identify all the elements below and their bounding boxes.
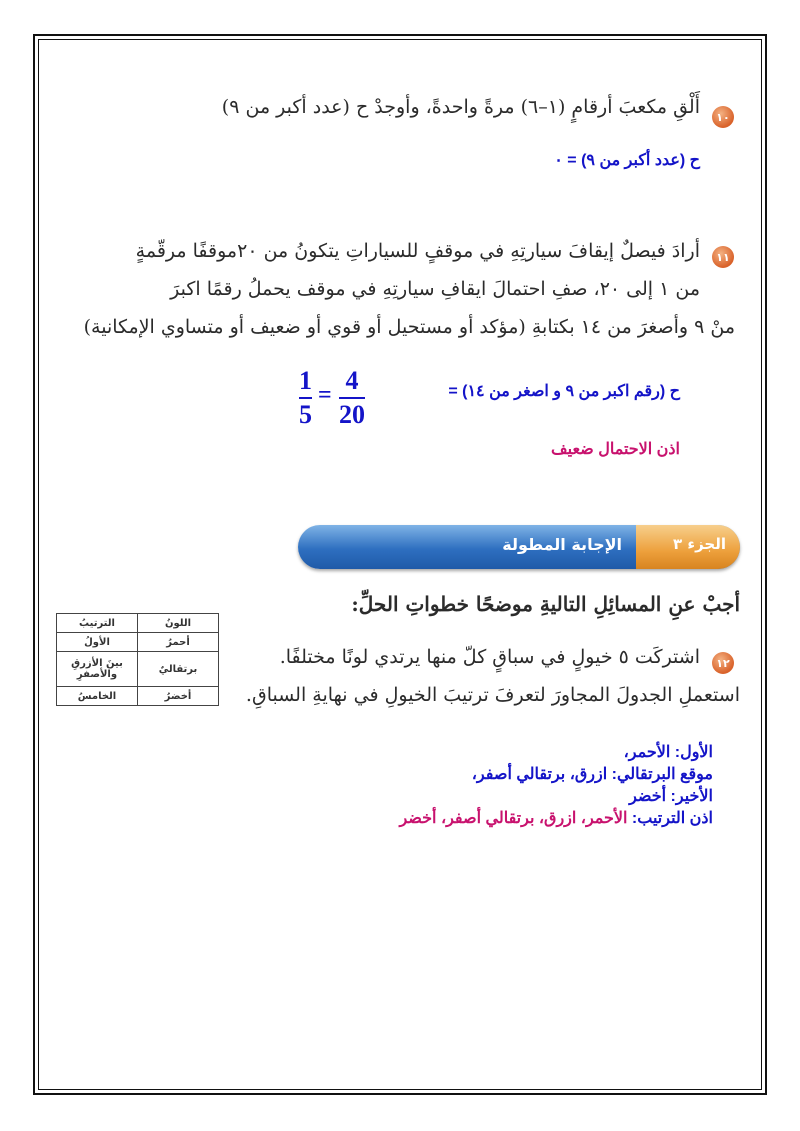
- table-cell: الأولُ: [57, 633, 138, 652]
- table-cell: أحمرُ: [138, 633, 219, 652]
- question-10-answer: ح (عدد أكبر من ٩) = ٠: [554, 152, 700, 169]
- question-10-text: أَلْقِ مكعبَ أرقامٍ (١–٦) مرةً واحدةً، وأوجدْ ح (عدد أكبر من ٩): [221, 96, 700, 118]
- answer-12-line-4: [399, 808, 713, 828]
- fraction-denominator: 5: [299, 400, 312, 429]
- question-11-answer-prefix: ح (رقم اكبر من ٩ و اصغر من ١٤) =: [448, 383, 680, 400]
- section-title: الإجابة المطولة: [502, 535, 622, 554]
- horse-color-table: [56, 613, 219, 706]
- table-cell: برتقاليٌ: [138, 652, 219, 687]
- answer-12-line-2: موقع البرتقالي: ازرق، برتقالي أصفر،: [471, 766, 713, 783]
- table-cell: بينَ الأزرقِ والأصفرِ: [57, 652, 138, 687]
- question-11-line-2: من ١ إلى ٢٠، صفِ احتمالَ ايقافِ سيارتِهِ في موقف يحملُ رقمًا اكبرَ: [170, 278, 700, 300]
- question-number-12: ١٢: [712, 652, 734, 674]
- section-tab: [636, 525, 740, 569]
- table-cell: أخضرُ: [138, 687, 219, 706]
- question-11-line-1: أرادَ فيصلٌ إيقافَ سيارتِهِ في موقفٍ للسياراتِ يتكونُ من ٢٠موقفًا مرقّمةٍ: [135, 240, 700, 262]
- fraction-4-20: [339, 366, 365, 430]
- section-tab-label: الجزء ٣: [673, 535, 726, 553]
- question-12-line-2: استعملِ الجدولَ المجاورَ لتعرفَ ترتيبَ الخيولِ في نهايةِ السباقِ.: [245, 684, 740, 706]
- section-banner: [298, 525, 740, 569]
- question-number-11: ١١: [712, 246, 734, 268]
- table-row: [57, 633, 219, 652]
- question-number-10: ١٠: [712, 106, 734, 128]
- fraction-numerator: 4: [345, 366, 359, 395]
- answer-12-order-value: الأحمر، ازرق، برتقالي أصفر، أخضر: [399, 810, 628, 827]
- question-12-line-1: اشتركَت ٥ خيولٍ في سباقٍ كلّ منها يرتدي لونًا مختلفًا.: [279, 646, 700, 668]
- table-cell: الخامسُ: [57, 687, 138, 706]
- table-header-row: [57, 614, 219, 633]
- answer-12-line-3: الأخير: أخضر: [629, 788, 713, 805]
- fraction-1-5: [299, 366, 312, 430]
- fraction-denominator: 20: [339, 400, 365, 429]
- equals-sign: =: [318, 382, 332, 408]
- fraction-bar: [299, 397, 312, 399]
- instruction-heading: أجبْ عنِ المسائِلِ التاليةِ موضحًا خطواتِ الحلِّ:: [351, 592, 740, 616]
- table-header-cell: اللونُ: [138, 614, 219, 633]
- fraction-bar: [339, 397, 365, 399]
- table-header-cell: الترتيبُ: [57, 614, 138, 633]
- table-row: [57, 687, 219, 706]
- table-row: [57, 652, 219, 687]
- answer-12-line-1: الأول: الأحمر،: [623, 744, 713, 761]
- question-11-conclusion: اذن الاحتمال ضعيف: [551, 441, 680, 458]
- fraction-numerator: 1: [299, 366, 312, 395]
- answer-12-order-label: اذن الترتيب:: [627, 810, 713, 827]
- question-11-line-3: منْ ٩ وأصغرَ من ١٤ بكتابةِ (مؤكد أو مستحيل أو قوي أو ضعيف أو متساوي الإمكانية): [83, 316, 735, 338]
